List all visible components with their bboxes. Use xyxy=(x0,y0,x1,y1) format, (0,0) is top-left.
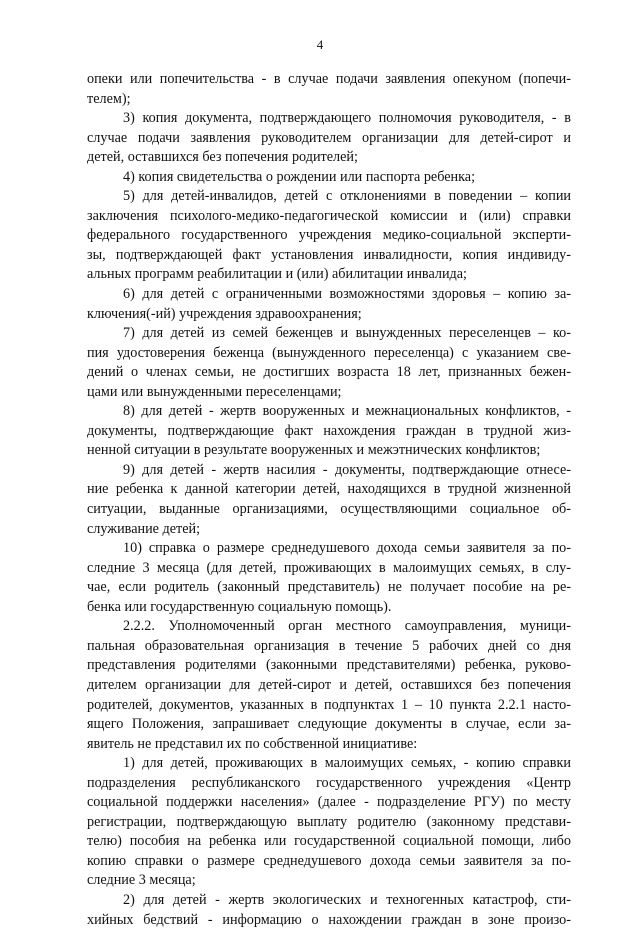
text-line: заключения психолого-медико-педагогической комиссии и (или) справки xyxy=(87,207,571,224)
text-line: детей, оставшихся без попечения родителей; xyxy=(87,149,358,166)
text-line: федерального государственного учреждения медико-социальной эксперти- xyxy=(87,227,571,244)
text-line: хийных бедствий - информацию о нахождении граждан в зоне произо- xyxy=(87,911,571,928)
text-line: ключения(-ий) учреждения здравоохранения; xyxy=(87,305,362,322)
text-line: представления родителями (законными представителями) ребенка, руково- xyxy=(87,657,571,674)
text-line: родителей, документов, указанных в подпунктах 1 – 10 пункта 2.2.1 насто- xyxy=(87,696,571,713)
text-line: регистрации, подтверждающую выплату родителю (законному представи- xyxy=(87,813,571,830)
text-line: 9) для детей - жертв насилия - документы, подтверждающие отнесе- xyxy=(123,461,571,478)
text-line: бенка или государственную социальную помощь). xyxy=(87,598,392,615)
text-line: телем); xyxy=(87,90,131,107)
text-line: 5) для детей-инвалидов, детей с отклонениями в поведении – копии xyxy=(123,188,571,205)
text-line: пия удостоверения беженца (вынужденного переселенца) с указанием све- xyxy=(87,344,571,361)
text-line: ние ребенка к данной категории детей, находящихся в трудной жизненной xyxy=(87,481,571,498)
text-line: социальной поддержки населения» (далее - подразделение РГУ) по месту xyxy=(87,794,571,811)
text-line: явитель не представил их по собственной инициативе: xyxy=(87,735,418,752)
text-line: пальная образовательная организация в течение 5 рабочих дней со дня xyxy=(87,637,571,654)
text-line: служивание детей; xyxy=(87,520,201,537)
text-line: подразделения республиканского государственного учреждения «Центр xyxy=(87,774,571,791)
text-line: цами или вынужденными переселенцами; xyxy=(87,383,342,400)
text-line: дителем организации для детей-сирот и детей, оставшихся без попечения xyxy=(87,676,571,693)
text-line: 6) для детей с ограниченными возможностями здоровья – копию за- xyxy=(123,286,571,303)
text-line: 1) для детей, проживающих в малоимущих семьях, - копию справки xyxy=(123,755,571,772)
text-line: 2) для детей - жертв экологических и техногенных катастроф, сти- xyxy=(123,891,571,908)
text-line: дений о членах семьи, не достигших возраста 18 лет, признанных бежен- xyxy=(87,364,571,381)
text-line: 7) для детей из семей беженцев и вынужденных переселенцев – ко- xyxy=(123,325,571,342)
text-line: копию справки о размере среднедушевого дохода семьи заявителя за по- xyxy=(87,852,571,869)
text-line: опеки или попечительства - в случае подачи заявления опекуном (попечи- xyxy=(87,71,571,87)
text-line: 4) копия свидетельства о рождении или паспорта ребенка; xyxy=(123,168,476,185)
page-number: 4 xyxy=(316,37,324,52)
text-line: следние 3 месяца; xyxy=(87,872,196,889)
text-line: 10) справка о размере среднедушевого дохода семьи заявителя за по- xyxy=(123,540,571,557)
text-line: альных программ реабилитации и (или) абилитации инвалида; xyxy=(87,266,467,283)
text-line: следние 3 месяца (для детей, проживающих в малоимущих семьях, в слу- xyxy=(87,559,571,576)
text-line: 8) для детей - жертв вооруженных и межнациональных конфликтов, - xyxy=(123,403,571,420)
document-body xyxy=(87,70,571,930)
text-line: случае подачи заявления руководителем организации для детей-сирот и xyxy=(87,129,571,146)
text-line: зы, подтверждающей факт установления инвалидности, копия индивиду- xyxy=(87,246,571,263)
text-line: 3) копия документа, подтверждающего полномочия руководителя, - в xyxy=(123,110,571,127)
text-line: ненной ситуации в результате вооруженных и межэтнических конфликтов; xyxy=(87,442,541,459)
text-line: 2.2.2. Уполномоченный орган местного самоуправления, муници- xyxy=(123,618,571,635)
text-line: чае, если родитель (законный представитель) не получает пособие на ре- xyxy=(87,579,571,596)
text-line: ящего Положения, запрашивает следующие документы в случае, если за- xyxy=(87,716,571,733)
text-line: документы, подтверждающие факт нахождения граждан в трудной жиз- xyxy=(87,422,571,439)
text-line: телю) пособия на ребенка или государственной социальной помощи, либо xyxy=(87,833,571,850)
text-line: ситуации, выданные организациями, осуществляющими социальное об- xyxy=(87,501,571,518)
